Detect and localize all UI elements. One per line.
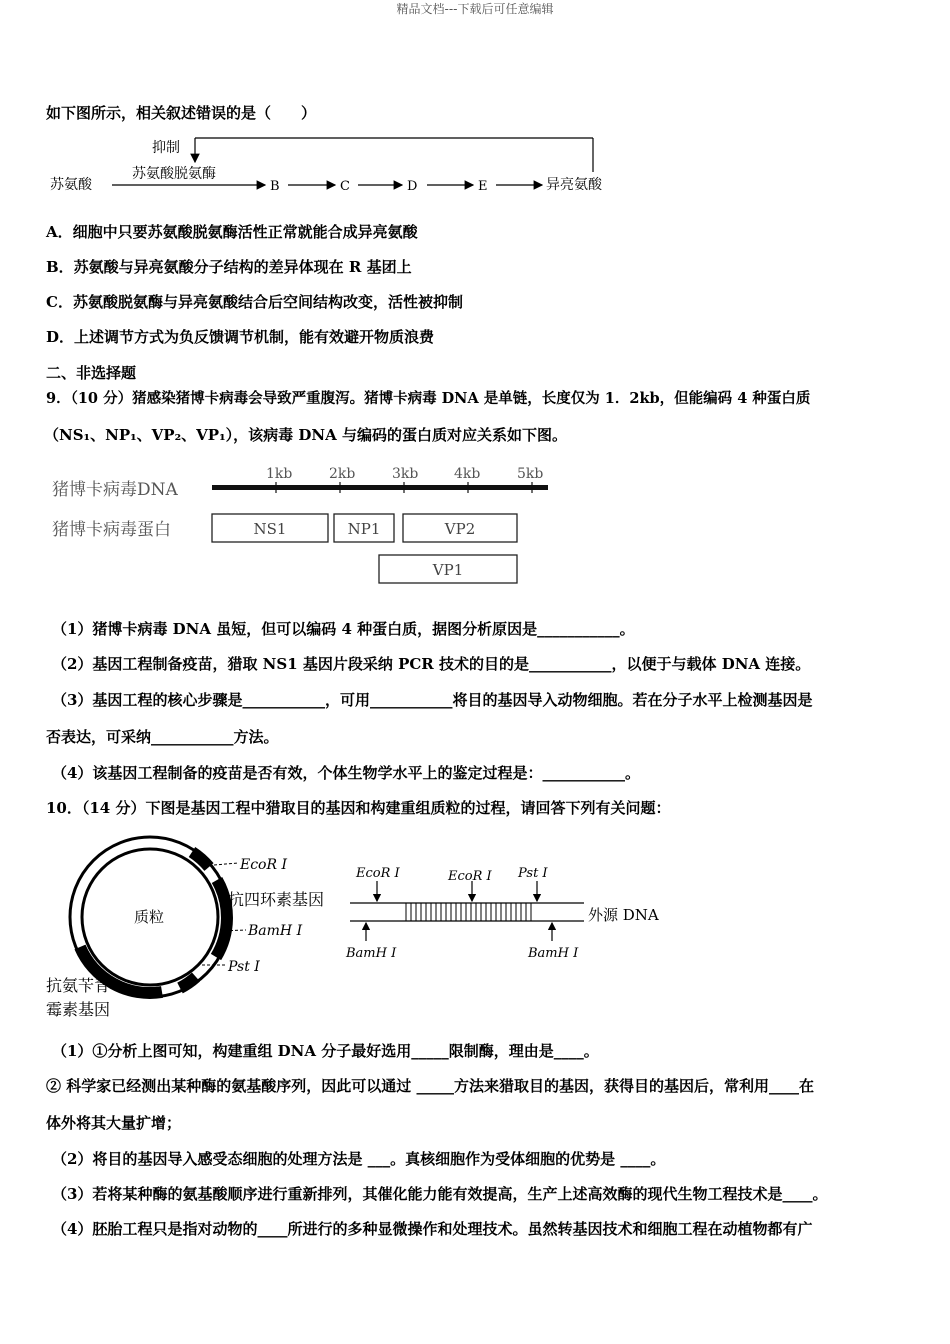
q10-sub3: （3）若将某种酶的氨基酸顺序进行重新排列，其催化能力能有效提高，生产上述高效酶的现代生物工程技术是____。	[52, 1185, 828, 1203]
q10-sub1-line1: （1）①分析上图可知，构建重组 DNA 分子最好选用_____限制酶，理由是____。	[52, 1042, 599, 1060]
node-c: C	[340, 179, 350, 194]
amp-gene-label-1: 抗氨苄青	[46, 976, 111, 995]
q8-option-c: C．苏氨酸脱氨酶与异亮氨酸结合后空间结构改变，活性被抑制	[46, 293, 463, 311]
vp1-label: VP1	[432, 561, 464, 579]
q10-sub2: （2）将目的基因导入感受态细胞的处理方法是 ___。真核细胞作为受体细胞的优势是 ____。	[52, 1150, 666, 1168]
ecori-pointer	[214, 863, 238, 865]
q8-option-d: D．上述调节方式为负反馈调节机制，能有效避开物质浪费	[46, 328, 435, 346]
pathway-diagram	[40, 132, 640, 202]
q8-stem: 如下图所示，相关叙述错误的是（ ）	[46, 104, 317, 122]
ext-ecori2-label: EcoR Ⅰ	[448, 869, 492, 884]
plasmid-psti-label: Pst Ⅰ	[228, 959, 260, 975]
node-b: B	[270, 179, 280, 194]
section-heading: 二、非选择题	[46, 364, 137, 382]
page-header: 精品文档---下载后可任意编辑	[396, 2, 554, 16]
q9-stem-line1: 9．（10 分）猪感染猪博卡病毒会导致严重腹泻。猪博卡病毒 DNA 是单链，长度仅为 1．2kb，但能编码 4 种蛋白质	[46, 390, 811, 407]
dna-bar	[212, 485, 548, 490]
tick-label-2kb: 2kb	[329, 466, 356, 482]
tet-gene-label: 抗四环素基因	[228, 890, 325, 909]
virus-dna-figure	[48, 460, 558, 590]
plasmid-ecori-label: EcoR Ⅰ	[240, 857, 288, 873]
q9-sub2: （2）基因工程制备疫苗，猎取 NS1 基因片段采纳 PCR 技术的目的是___________，以便于与载体 DNA 连接。	[52, 655, 811, 673]
tick-label-5kb: 5kb	[517, 466, 544, 482]
q10-sub1-line2: ② 科学家已经测出某种酶的氨基酸序列，因此可以通过 _____方法来猎取目的基因，获得目的基因后，常利用____在	[46, 1077, 814, 1095]
target-gene-region	[406, 903, 531, 921]
ext-bamhi2-label: BamH Ⅰ	[528, 946, 579, 961]
q8-option-a: A．细胞中只要苏氨酸脱氨酶活性正常就能合成异亮氨酸	[46, 223, 418, 241]
ns1-label: NS1	[253, 520, 287, 538]
plasmid-figure	[44, 825, 664, 1025]
vp2-label: VP2	[444, 520, 476, 538]
node-e: E	[478, 179, 488, 194]
node-d: D	[407, 179, 418, 194]
q8-option-b: B．苏氨酸与异亮氨酸分子结构的差异体现在 R 基团上	[46, 258, 412, 276]
ext-ecori1-label: EcoR Ⅰ	[356, 866, 400, 881]
q9-stem-line2: （NS₁、NP₁、VP₂、VP₁），该病毒 DNA 与编码的蛋白质对应关系如下图。	[44, 426, 567, 444]
q10-sub4: （4）胚胎工程只是指对动物的____所进行的多种显微操作和处理技术。虽然转基因技术和细胞工程在动植物都有广	[52, 1220, 813, 1238]
plasmid-label: 质粒	[134, 908, 165, 926]
dna-label: 猪博卡病毒DNA	[52, 480, 178, 500]
q10-stem: 10．（14 分）下图是基因工程中猎取目的基因和构建重组质粒的过程，请回答下列有关问题：	[46, 799, 671, 817]
enzyme-label: 苏氨酸脱氨酶	[132, 166, 216, 182]
np1-label: NP1	[347, 520, 381, 538]
psti-site-block	[180, 977, 196, 988]
protein-label: 猪博卡病毒蛋白	[52, 520, 171, 540]
q9-sub3-line1: （3）基因工程的核心步骤是___________，可用___________将目的基因导入动物细胞。若在分子水平上检测基因是	[52, 691, 813, 709]
tick-label-4kb: 4kb	[454, 466, 481, 482]
q9-sub3-line2: 否表达，可采纳___________方法。	[46, 728, 279, 746]
q10-sub1-line3: 体外将其大量扩增；	[46, 1114, 182, 1132]
foreign-dna-label: 外源 DNA	[588, 906, 659, 924]
tick-label-1kb: 1kb	[266, 466, 293, 482]
q9-sub1: （1）猪博卡病毒 DNA 虽短，但可以编码 4 种蛋白质，据图分析原因是___________。	[52, 620, 635, 638]
inhibit-label: 抑制	[152, 140, 180, 156]
amp-gene-label-2: 霉素基因	[46, 1000, 111, 1019]
plasmid-bamhi-label: BamH Ⅰ	[248, 923, 303, 939]
ext-bamhi1-label: BamH Ⅰ	[346, 946, 397, 961]
isoleucine-label: 异亮氨酸	[546, 177, 602, 193]
threonine-label: 苏氨酸	[50, 177, 92, 193]
q9-sub4: （4）该基因工程制备的疫苗是否有效，个体生物学水平上的鉴定过程是：___________。	[52, 764, 640, 782]
tick-label-3kb: 3kb	[392, 466, 419, 482]
ext-psti-label: Pst Ⅰ	[518, 866, 548, 881]
